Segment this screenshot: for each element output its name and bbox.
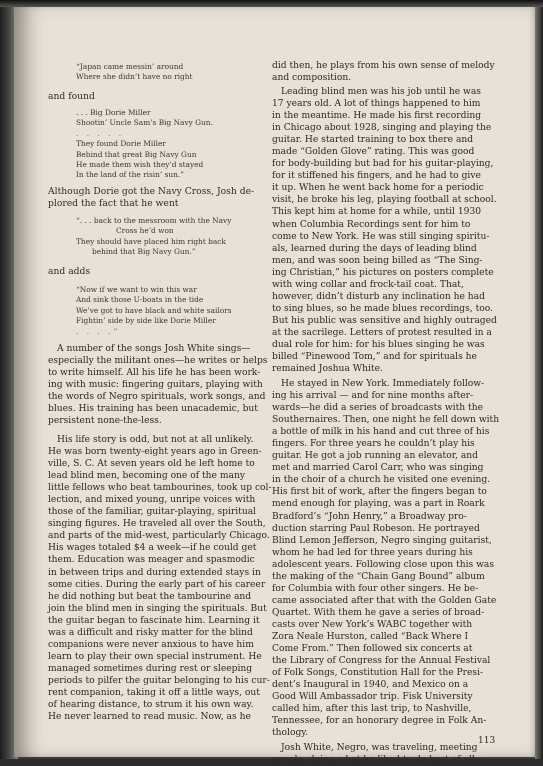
text-line: when Columbia Recordings sent for him to (272, 219, 471, 230)
poem-line: They should have placed him right back (76, 236, 226, 246)
text-line: in between trips and during extended stays in (48, 567, 261, 578)
text-line: with wing collar and frock-tail coat. That, (272, 279, 464, 290)
poem-line: Where she didn’t have no right (76, 72, 193, 82)
lead-text-and-adds: and adds (48, 266, 91, 277)
text-line: it up. When he went back home for a periodic (272, 183, 484, 194)
poem-stanza-japan (76, 62, 266, 83)
poem-line: Fightin’ side by side like Dorie Miller (76, 316, 216, 326)
text-line: join the blind men in singing the spirituals. But (48, 603, 267, 614)
text-line: some cities. During the early part of his career (48, 579, 266, 590)
text-line: come to New York. He was still singing spiritu- (272, 231, 490, 242)
text-line: and composition. (272, 73, 352, 84)
text-line: thology. (272, 728, 309, 739)
text-line: the making of the “Chain Gang Bound” album (272, 571, 485, 582)
text-line: Bradford’s “John Henry,” a Broadway pro- (272, 511, 467, 522)
text-line: the Library of Congress for the Annual Festival (272, 656, 491, 667)
text-line: His life story is odd, but not at all unlikely. (57, 435, 254, 445)
text-line: He stayed in New York. Immediately follow- (281, 379, 485, 389)
text-line: called him, after this last trip, to Nashville, (272, 704, 472, 715)
text-line: of hearing distance, to strum it his own way. (48, 700, 254, 711)
text-line: lection, and mixed young, unripe voices with (48, 495, 256, 506)
text-line: guitar. He got a job running an elevator, and (272, 451, 479, 462)
text-line: little fellows who beat tambourines, took up col- (48, 483, 272, 494)
paragraph-new-york (272, 378, 500, 739)
paragraph-melody (272, 60, 495, 84)
text-line: lead blind men, becoming one of the many (48, 471, 245, 482)
text-line: to sing blues, so he made blues recordings, too. (272, 303, 493, 314)
text-line: them. Education was meager and spasmodic (48, 555, 255, 566)
text-line: A number of the songs Josh White sings— (57, 344, 251, 354)
text-line: Zora Neale Hurston, called “Back Where I (272, 631, 469, 642)
text-line: He was born twenty-eight years ago in Green- (48, 447, 262, 458)
text-line: This kept him at home for a while, until 1930 (272, 207, 482, 218)
text-line: blues. His training has been unacademic, but (48, 404, 258, 415)
text-line: mend enough for playing, was a part in Roark (272, 499, 485, 510)
text-line: a bottle of milk in his hand and cut three of his (272, 427, 490, 438)
poem-stanza-dorie-miller (76, 108, 266, 181)
text-line: His first bit of work, after the fingers began to (272, 487, 487, 498)
page-number: 113 (478, 736, 496, 746)
poem-line: behind that Big Navy Gun.” (92, 247, 196, 257)
text-line: for body-building but bad for his guitar-playing, (272, 159, 494, 170)
text-line: dual role for him: for his blues singing he was (272, 339, 485, 350)
text-line: in the choir of a church he visited one evening. (272, 475, 491, 486)
text-line: billed “Pinewood Tom,” and for spirituals he (272, 352, 477, 363)
text-line: singing figures. He traveled all over the South, (48, 519, 266, 530)
text-line: for it stiffened his fingers, and he had to give (272, 171, 481, 182)
text-line: remained Joshua White. (272, 364, 383, 375)
text-line: those of the familiar, guitar-playing, spiritual (48, 507, 257, 518)
text-line: Come From.” Then followed six concerts at (272, 644, 473, 655)
text-line: ing his arrival — and for nine months after- (272, 391, 474, 402)
lead-line: Although Dorie got the Navy Cross, Josh de- (48, 186, 255, 197)
text-line: met and married Carol Carr, who was singing (272, 463, 484, 474)
text-line: especially the militant ones—he writes or helps (48, 356, 268, 367)
text-line: to write himself. All his life he has been work- (48, 368, 261, 379)
paragraph-songs (48, 343, 269, 427)
text-line: dent’s Inaugural in 1940, and Mexico on a (272, 680, 469, 691)
text-line: Blind Lemon Jefferson, Negro singing guitarist, (272, 535, 492, 546)
lead-line: plored the fact that he went (48, 198, 179, 209)
top-edge-shadow (0, 0, 543, 7)
text-line: ville, S. C. At seven years old he left home to (48, 459, 255, 470)
text-line: made “Golden Glove” rating. This was good (272, 147, 475, 158)
text-line: managed sometimes during rest or sleeping (48, 663, 253, 674)
ellipsis-line: . . . .” (76, 326, 121, 336)
poem-line: “. . . back to the messroom with the Navy (76, 216, 232, 225)
text-line: of Folk Songs, Constitution Hall for the Presi- (272, 668, 484, 679)
text-line: the words of Negro spirituals, work songs, and (48, 392, 266, 403)
poem-line: Cross he’d won (116, 226, 174, 236)
text-line: learn to play their own special instrument. He (48, 651, 262, 662)
text-line: His wages totaled $4 a week—if he could get (48, 543, 257, 554)
text-line: Quartet. With them he gave a series of broad- (272, 607, 485, 618)
page-edge-shadow (535, 0, 543, 759)
poem-line: Shootin’ Uncle Sam’s Big Navy Gun. (76, 118, 213, 128)
text-line: in Chicago about 1928, singing and playing the (272, 123, 492, 134)
poem-line: We’ve got to have black and white sailors (76, 305, 232, 315)
poem-line: . . . Big Dorie Miller (76, 108, 151, 117)
text-line: whom he had led for three years during his (272, 547, 473, 558)
paragraph-leading-blind-men (272, 86, 495, 375)
text-line: men, and was soon being billed as “The Sing- (272, 255, 483, 266)
poem-line: Behind that great Big Navy Gun (76, 149, 197, 159)
text-line: Southernaires. Then, one night he fell down with (272, 415, 500, 426)
text-line: in the meantime. He made his first recording (272, 111, 482, 122)
text-line: 17 years old. A lot of things happened to him (272, 99, 481, 110)
text-line: He never learned to read music. Now, as he (48, 712, 251, 723)
text-line: people, doing what he liked to do best of all— (272, 755, 484, 765)
poem-line: “Japan came messin’ around (76, 62, 184, 71)
poem-line: And sink those U-boats in the tide (76, 295, 204, 305)
text-line: But his public was sensitive and highly outraged (272, 315, 497, 326)
poem-stanza-messroom (76, 216, 266, 258)
poem-line: He made them wish they’d stayed (76, 160, 204, 170)
text-line: for Columbia with four other singers. He be- (272, 583, 479, 594)
paragraph-life-story (48, 434, 272, 723)
ellipsis-line: . . . . . (76, 128, 125, 138)
poem-line: They found Dorie Miller (76, 139, 166, 149)
poem-line: In the land of the risin’ sun.” (76, 170, 185, 180)
text-line: visit, he broke his leg, playing football at school. (272, 195, 497, 206)
text-line: adolescent years. Following close upon this was (272, 559, 495, 570)
text-line: ing with music: fingering guitars, playing with (48, 380, 263, 391)
text-line: duction starring Paul Robeson. He portrayed (272, 523, 480, 534)
lead-text-and-found: and found (48, 91, 95, 102)
text-line: wards—he did a series of broadcasts with the (272, 403, 483, 414)
text-line: casts over New York’s WABC together with (272, 619, 473, 630)
text-line: Tennessee, for an honorary degree in Folk An- (272, 716, 487, 727)
text-line: ing Christian,” his pictures on posters complete (272, 267, 494, 278)
text-line: companions were never anxious to have him (48, 639, 254, 650)
text-line: the guitar began to fascinate him. Learning it (48, 615, 260, 626)
text-line: and parts of the mid-west, particularly Chicago. (48, 531, 270, 542)
text-line: was a difficult and risky matter for the blind (48, 627, 253, 638)
poem-stanza-u-boats (76, 285, 266, 337)
text-line: als, learned during the days of leading blind (272, 243, 477, 254)
poem-line: “Now if we want to win this war (76, 285, 197, 294)
text-line: fingers. For three years he couldn’t play his (272, 439, 475, 450)
text-line: however, didn’t disturb any inclination he had (272, 291, 485, 302)
text-line: he did nothing but beat the tambourine and (48, 591, 252, 602)
text-line: Good Will Ambassador trip. Fisk University (272, 692, 473, 703)
text-line: periods to pilfer the guitar belonging to his cur- (48, 675, 270, 686)
text-line: rent companion, taking it off a little ways, out (48, 687, 260, 698)
lead-text-navy-cross (48, 186, 269, 210)
text-line: came associated after that with the Golden Gate (272, 595, 497, 606)
text-line: Josh White, Negro, was traveling, meeting (281, 743, 478, 753)
text-line: guitar. He started training to box there and (272, 135, 474, 146)
text-line: did then, he plays from his own sense of melody (272, 61, 495, 71)
text-line: at the sacrilege. Letters of protest resulted in a (272, 327, 492, 338)
text-line: Leading blind men was his job until he was (281, 87, 481, 97)
text-line: persistent none-the-less. (48, 416, 162, 427)
